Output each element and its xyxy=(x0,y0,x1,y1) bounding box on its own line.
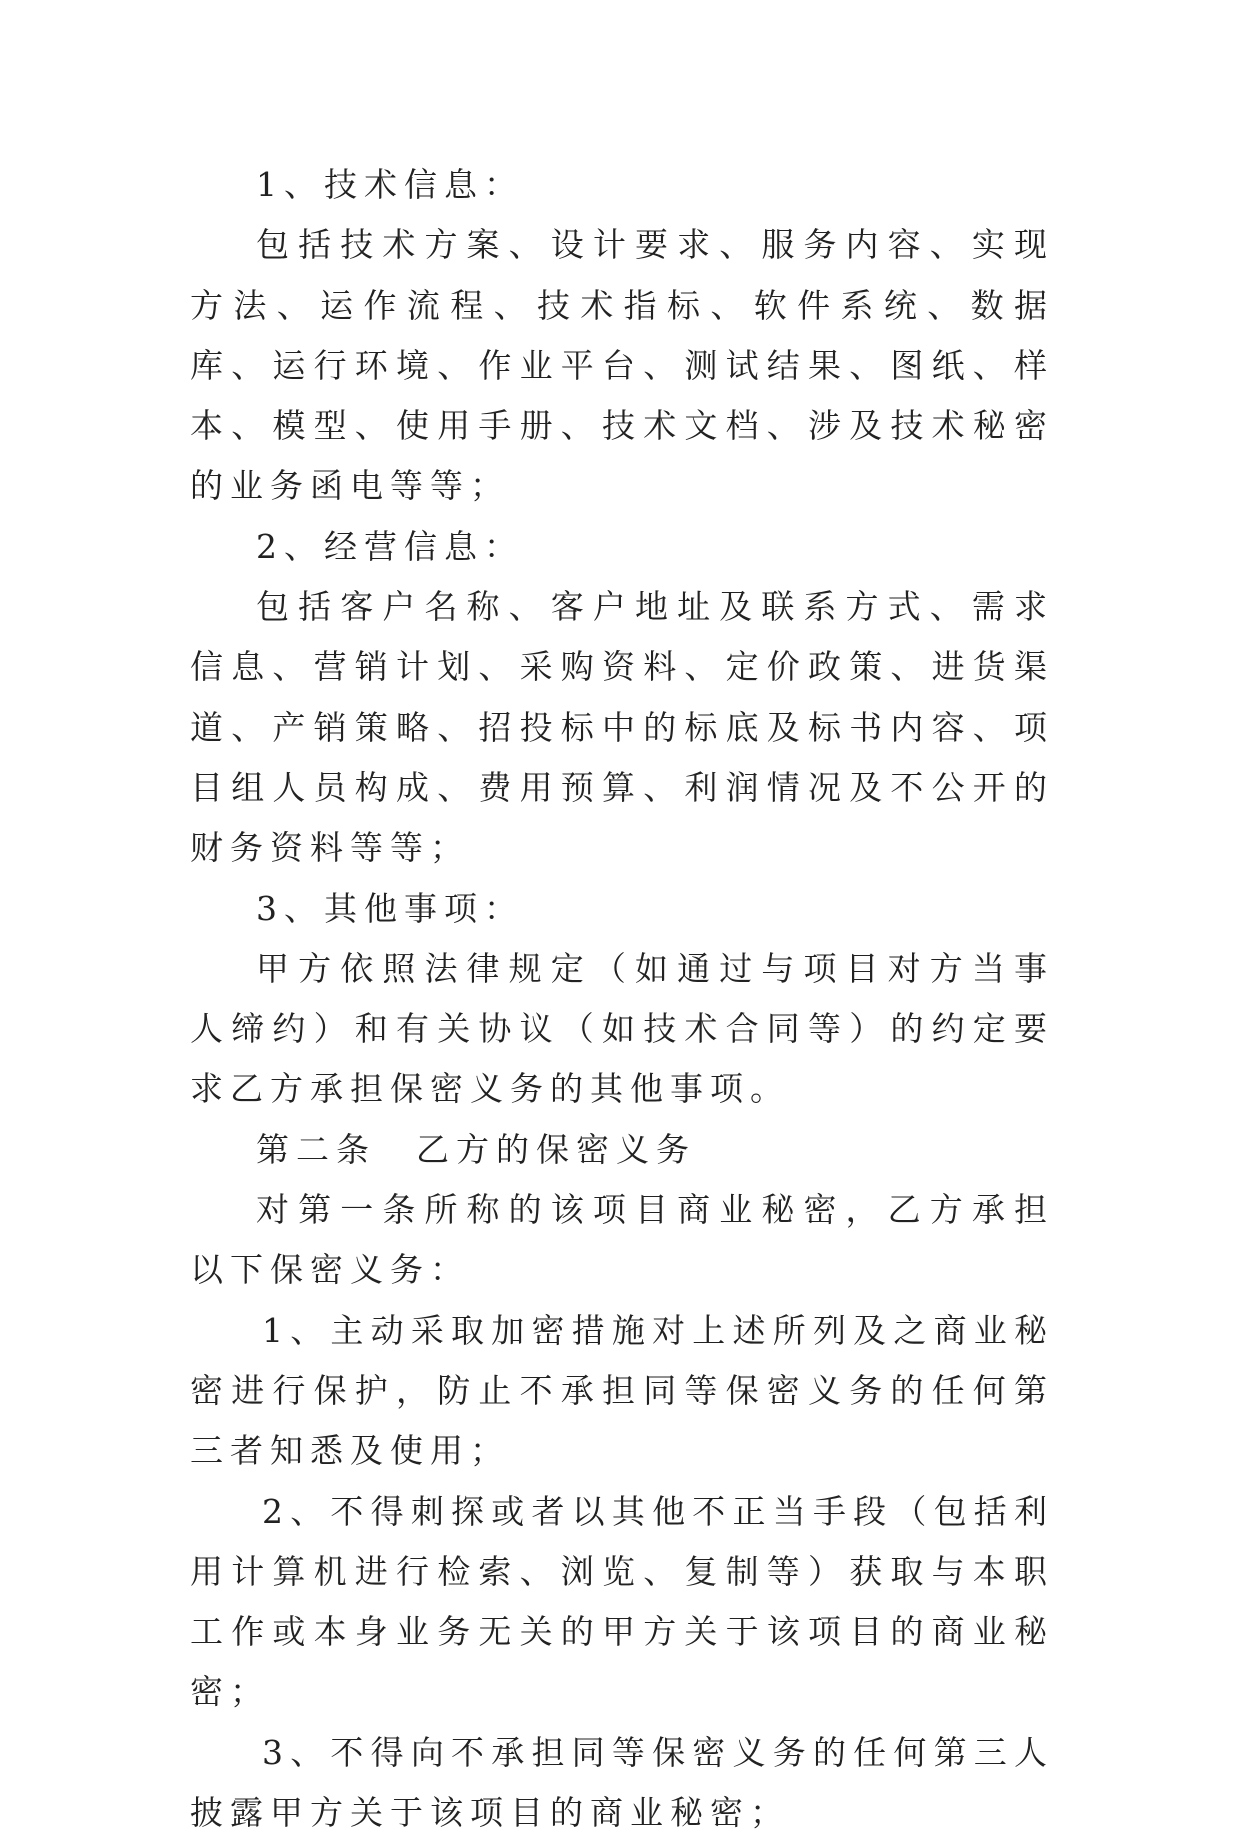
paragraph-other-matters: 甲方依照法律规定（如通过与项目对方当事人缔约）和有关协议（如技术合同等）的约定要求乙方承担保密义务的其他事项。 xyxy=(190,948,1054,1109)
paragraph-technical-info: 包括技术方案、设计要求、服务内容、实现方法、运作流程、技术指标、软件系统、数据库、运行环境、作业平台、测试结果、图纸、样本、模型、使用手册、技术文档、涉及技术秘密的业务函电等等； xyxy=(190,225,1054,506)
obligation-item-3: 3、不得向不承担同等保密义务的任何第三人披露甲方关于该项目的商业秘密； xyxy=(190,1732,1054,1833)
article-heading-confidentiality-obligations: 第二条 乙方的保密义务 xyxy=(256,1129,696,1169)
section-heading-other-matters: 3、其他事项： xyxy=(256,888,524,928)
obligation-item-2: 2、不得刺探或者以其他不正当手段（包括利用计算机进行检索、浏览、复制等）获取与本职工作或本身业务无关的甲方关于该项目的商业秘密； xyxy=(190,1491,1054,1712)
section-heading-technical-info: 1、技术信息： xyxy=(256,165,524,204)
document-body xyxy=(190,155,1054,1843)
section-heading-business-info: 2、经营信息： xyxy=(256,526,524,566)
paragraph-business-info: 包括客户名称、客户地址及联系方式、需求信息、营销计划、采购资料、定价政策、进货渠道、产销策略、招投标中的标底及标书内容、项目组人员构成、费用预算、利润情况及不公开的财务资料等等； xyxy=(190,587,1054,868)
obligation-item-1: 1、主动采取加密措施对上述所列及之商业秘密进行保护，防止不承担同等保密义务的任何第三者知悉及使用； xyxy=(190,1310,1054,1471)
paragraph-obligations-intro: 对第一条所称的该项目商业秘密，乙方承担以下保密义务： xyxy=(190,1190,1054,1290)
